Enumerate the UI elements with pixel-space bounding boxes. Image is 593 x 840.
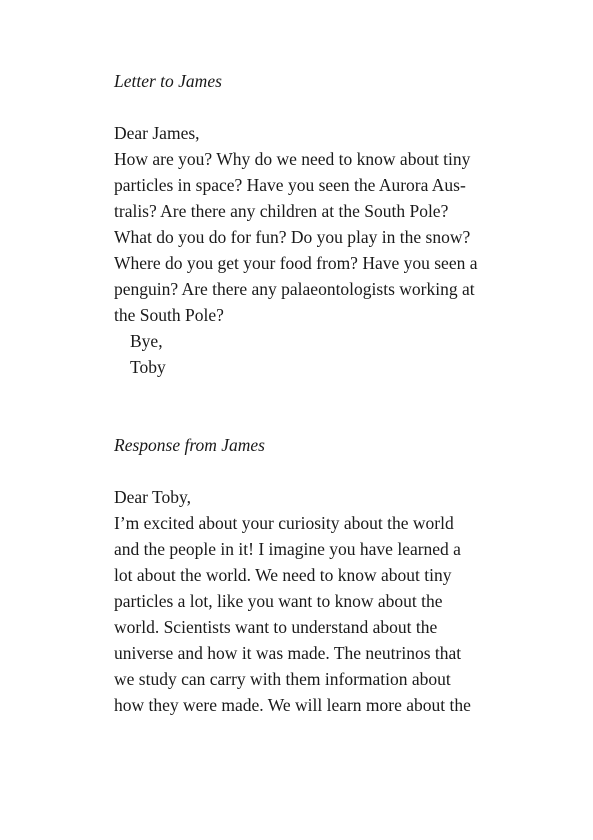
response-line: and the people in it! I imagine you have learned a: [114, 539, 461, 559]
letter-line: Where do you get your food from? Have you seen a: [114, 253, 478, 273]
letter-line: the South Pole?: [114, 305, 224, 325]
page-content: [114, 68, 514, 718]
response-line: how they were made. We will learn more about the: [114, 695, 471, 715]
response-section: [114, 432, 514, 718]
letter-line: How are you? Why do we need to know about tiny: [114, 149, 471, 169]
response-line: universe and how it was made. The neutrinos that: [114, 643, 462, 663]
letter-section: [114, 68, 514, 380]
letter-signature: Toby: [130, 357, 166, 377]
response-line: world. Scientists want to understand about the: [114, 617, 438, 637]
response-line: I’m excited about your curiosity about the world: [114, 513, 454, 533]
letter-closing: Bye,: [130, 331, 163, 351]
spacer: [114, 458, 514, 484]
letter-salutation: Dear James,: [114, 123, 200, 143]
response-line: lot about the world. We need to know about tiny: [114, 565, 452, 585]
letter-line: tralis? Are there any children at the South Pole?: [114, 201, 449, 221]
response-salutation: Dear Toby,: [114, 487, 192, 507]
section-spacer: [114, 380, 514, 432]
letter-line: What do you do for fun? Do you play in the snow?: [114, 227, 471, 247]
response-heading: Response from James: [114, 435, 265, 455]
response-line: we study can carry with them information about: [114, 669, 451, 689]
letter-heading: Letter to James: [114, 71, 222, 91]
letter-line: penguin? Are there any palaeontologists working at: [114, 279, 475, 299]
spacer: [114, 94, 514, 120]
response-line: particles a lot, like you want to know about the: [114, 591, 443, 611]
letter-line: particles in space? Have you seen the Aurora Aus-: [114, 175, 466, 195]
